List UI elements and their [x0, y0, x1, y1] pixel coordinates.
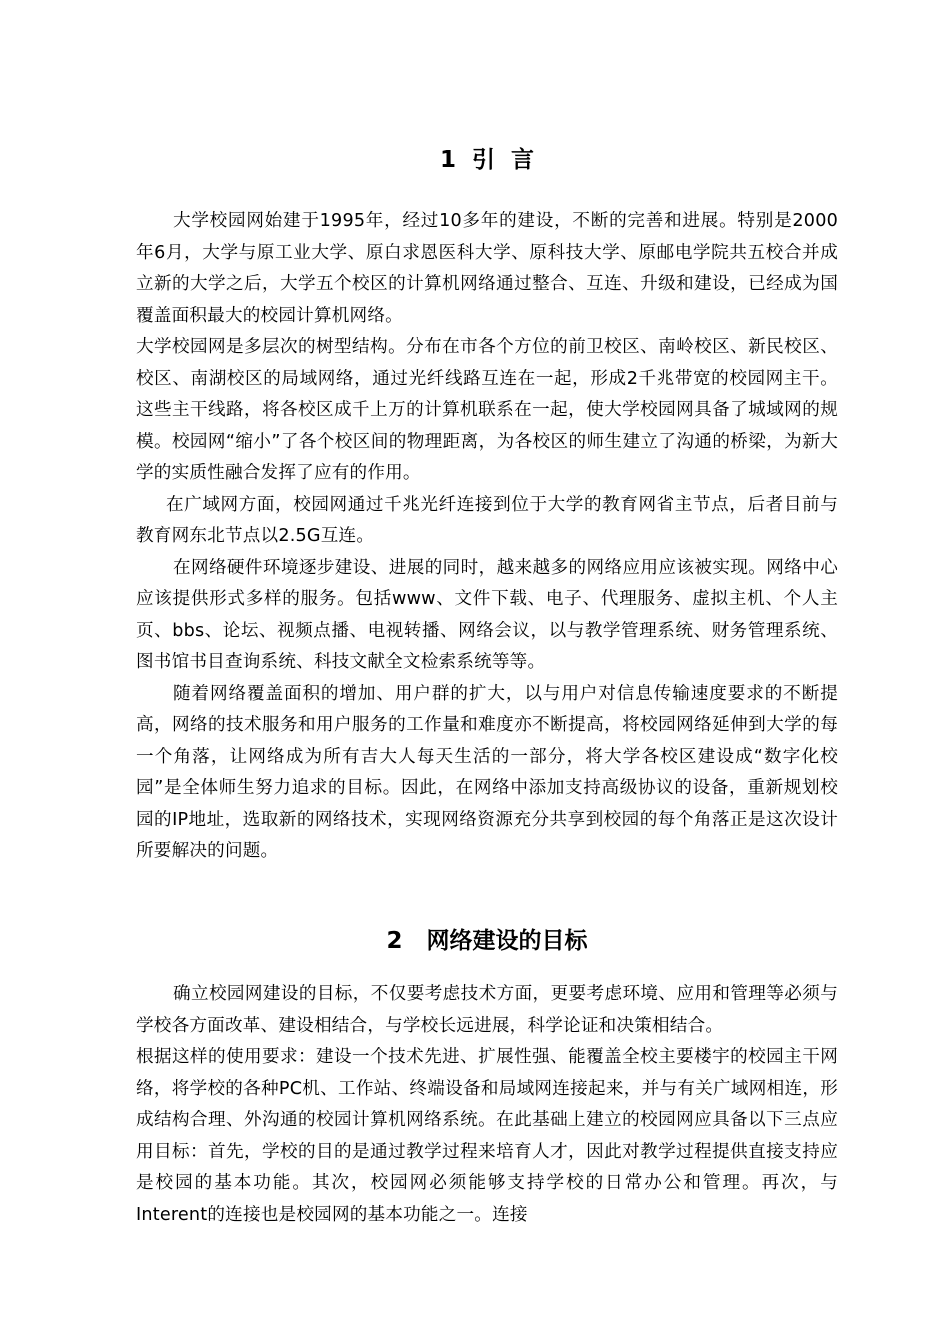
- section-1-title: 引 言: [472, 147, 535, 173]
- section-2-number: 2: [386, 928, 403, 954]
- paragraph: 在广域网方面，校园网通过千兆光纤连接到位于大学的教育网省主节点，后者目前与教育网东北节点以2.5G互连。: [136, 494, 838, 546]
- section-1-body: [136, 206, 838, 868]
- paragraph: 根据这样的使用要求：建设一个技术先进、扩展性强、能覆盖全校主要楼宇的校园主干网络，将学校的各种PC机、工作站、终端设备和局域网连接起来，并与有关广域网相连，形成结构合理、外沟通的校园计算机网络系统。在此基础上建立的校园网应具备以下三点应用目标：首先，学校的目的是通过教学过程来培育人才，因此对教学过程提供直接支持应是校园的基本功能。其次，校园网必须能够支持学校的日常办公和管理。再次，与Interent的连接也是校园网的基本功能之一。连接: [136, 1047, 838, 1225]
- section-2-title: 网络建设的目标: [426, 928, 588, 954]
- section-1-heading: [136, 145, 838, 175]
- paragraph: 随着网络覆盖面积的增加、用户群的扩大，以与用户对信息传输速度要求的不断提高，网络的技术服务和用户服务的工作量和难度亦不断提高，将校园网络延伸到大学的每一个角落，让网络成为所有吉大人每天生活的一部分，将大学各校区建设成“数字化校园”是全体师生努力追求的目标。因此，在网络中添加支持高级协议的设备，重新规划校园的IP地址，选取新的网络技术，实现网络资源充分共享到校园的每个角落正是这次设计所要解决的问题。: [136, 683, 838, 861]
- section-2-heading: [136, 926, 838, 956]
- paragraph: 大学校园网始建于1995年，经过10多年的建设，不断的完善和进展。特别是2000年6月，大学与原工业大学、原白求恩医科大学、原科技大学、原邮电学院共五校合并成立新的大学之后，大学五个校区的计算机网络通过整合、互连、升级和建设，已经成为国覆盖面积最大的校园计算机网络。: [136, 211, 838, 326]
- paragraph: 大学校园网是多层次的树型结构。分布在市各个方位的前卫校区、南岭校区、新民校区、校区、南湖校区的局域网络，通过光纤线路互连在一起，形成2千兆带宽的校园网主干。这些主干线路，将各校区成千上万的计算机联系在一起，使大学校园网具备了城域网的规模。校园网“缩小”了各个校区间的物理距离，为各校区的师生建立了沟通的桥梁，为新大学的实质性融合发挥了应有的作用。: [136, 337, 838, 483]
- section-2-body: [136, 979, 838, 1231]
- paragraph: 在网络硬件环境逐步建设、进展的同时，越来越多的网络应用应该被实现。网络中心应该提供形式多样的服务。包括www、文件下载、电子、代理服务、虚拟主机、个人主页、bbs、论坛、视频点播、电视转播、网络会议，以与教学管理系统、财务管理系统、图书馆书目查询系统、科技文献全文检索系统等等。: [136, 557, 838, 672]
- section-1-number: 1: [439, 147, 456, 173]
- paragraph: 确立校园网建设的目标，不仅要考虑技术方面，更要考虑环境、应用和管理等必须与学校各方面改革、建设相结合，与学校长远进展，科学论证和决策相结合。: [136, 984, 838, 1036]
